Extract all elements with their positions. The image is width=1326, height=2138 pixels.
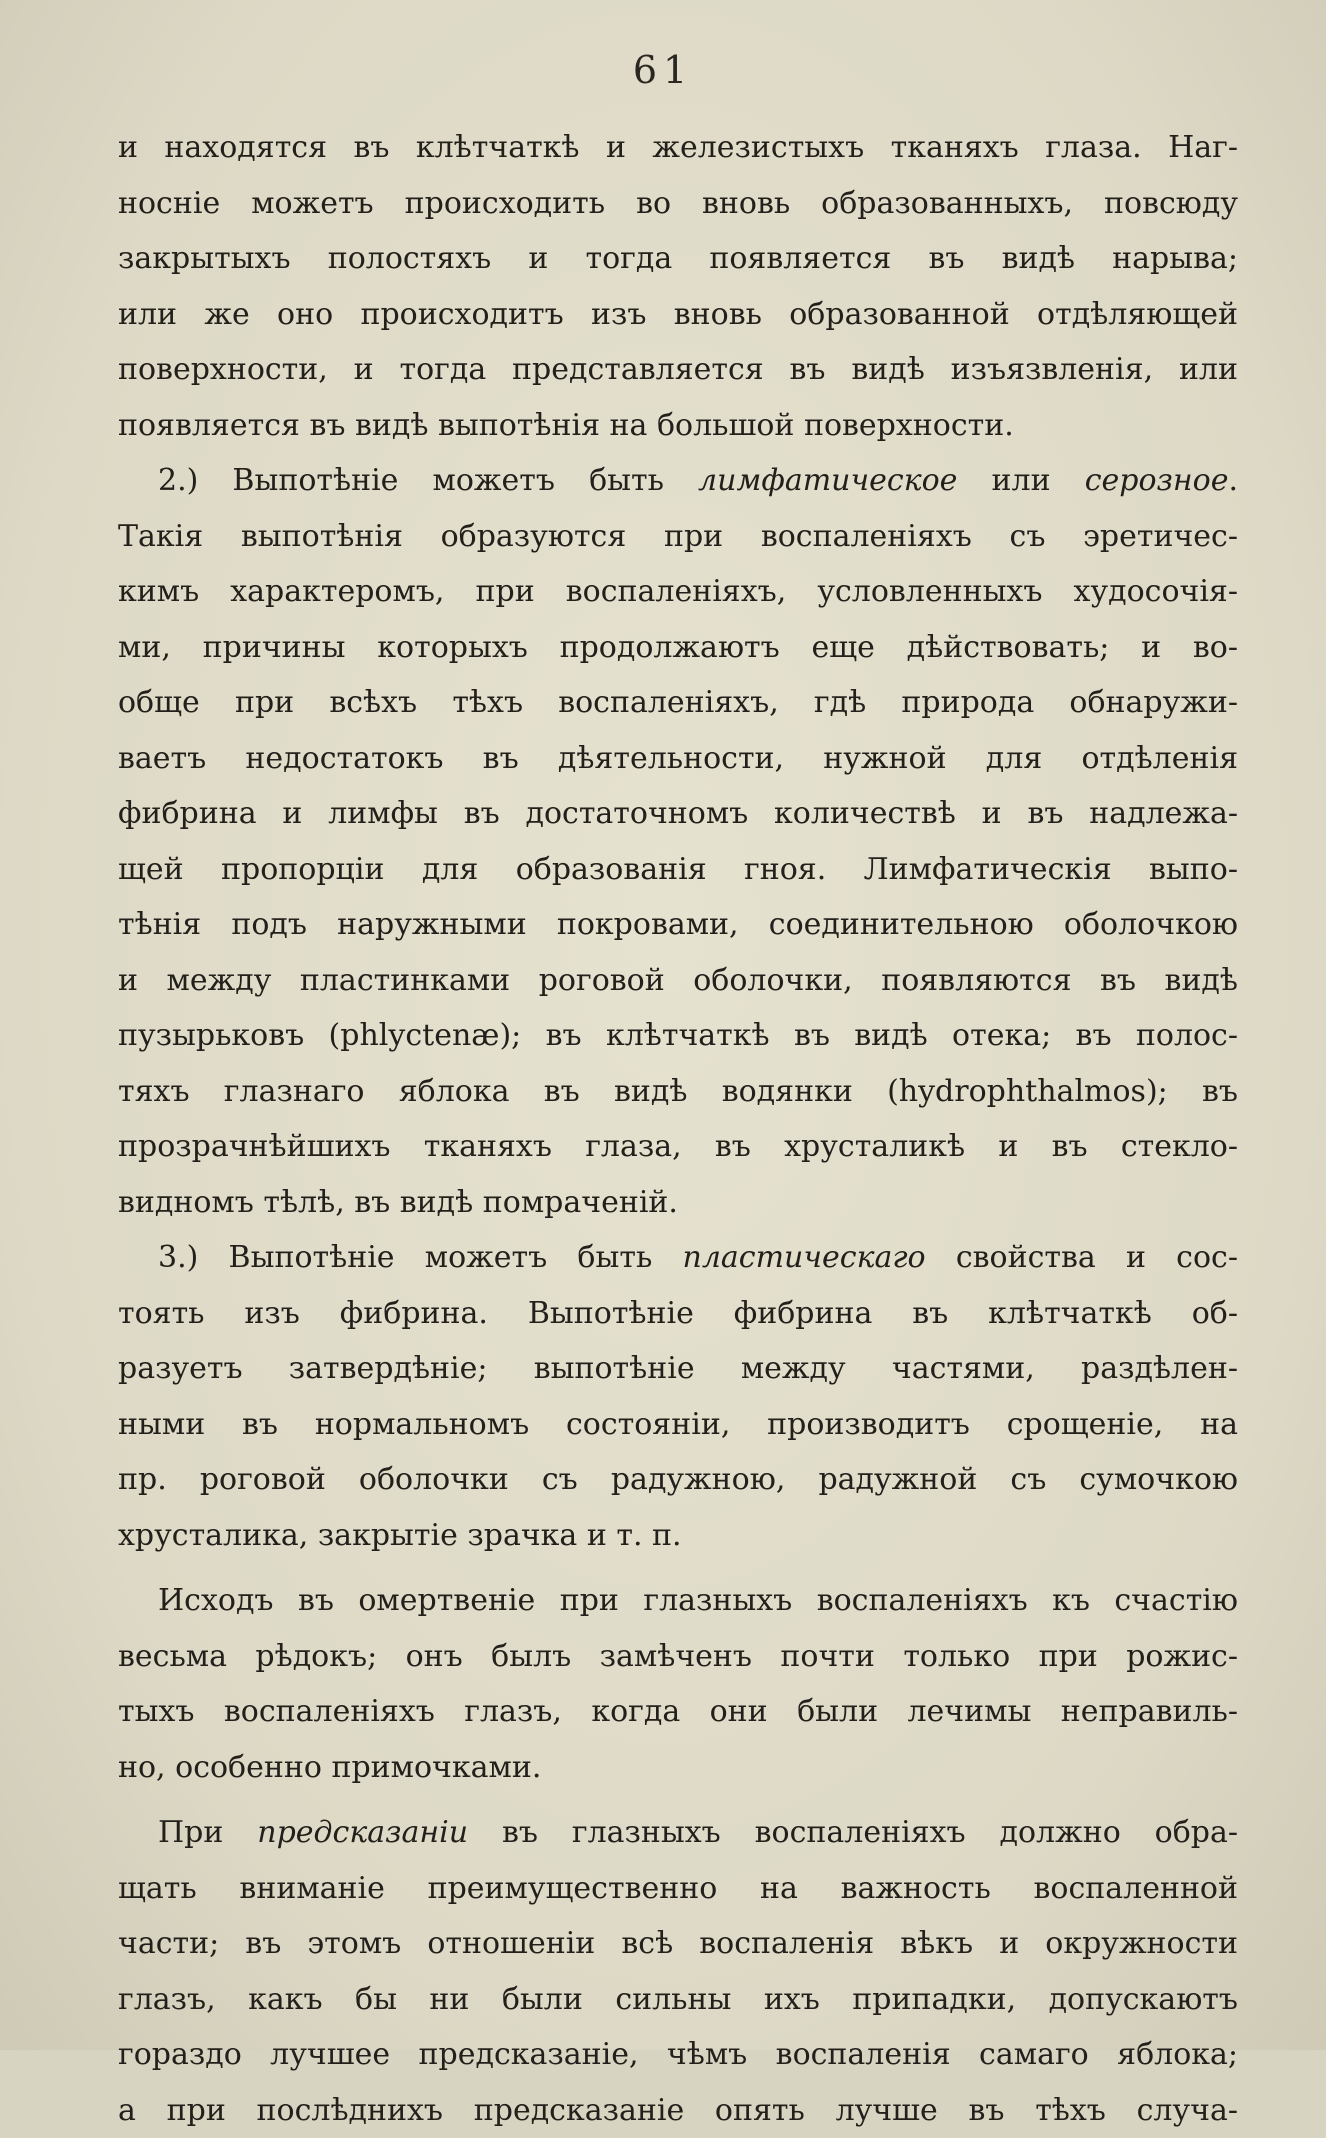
text-span: 2.) Выпотѣніе можетъ быть xyxy=(158,463,698,498)
text-line: части; въ этомъ отношеніи всѣ воспаленія вѣкъ и окружности xyxy=(118,1916,1238,1972)
emphasized-term: предсказаніи xyxy=(257,1815,468,1850)
text-line: ными въ нормальномъ состояніи, производитъ срощеніе, на xyxy=(118,1397,1238,1453)
text-line: видномъ тѣлѣ, въ видѣ помраченій. xyxy=(118,1175,1238,1231)
text-line: ваетъ недостатокъ въ дѣятельности, нужной для отдѣленія xyxy=(118,731,1238,787)
text-line: разуетъ затвердѣніе; выпотѣніе между частями, раздѣлен- xyxy=(118,1341,1238,1397)
text-span: При xyxy=(158,1815,257,1850)
text-line: прозрачнѣйшихъ тканяхъ глаза, въ хрусталикѣ и въ стекло- xyxy=(118,1119,1238,1175)
text-line: хрусталика, закрытіе зрачка и т. п. xyxy=(118,1508,1238,1564)
text-line: закрытыхъ полостяхъ и тогда появляется въ видѣ нарыва; xyxy=(118,231,1238,287)
text-line: обще при всѣхъ тѣхъ воспаленіяхъ, гдѣ природа обнаружи- xyxy=(118,675,1238,731)
text-line: кимъ характеромъ, при воспаленіяхъ, условленныхъ худосочія- xyxy=(118,564,1238,620)
text-line: гораздо лучшее предсказаніе, чѣмъ воспаленія самаго яблока; xyxy=(118,2027,1238,2083)
text-line xyxy=(118,453,1238,509)
emphasized-term: пластическаго xyxy=(683,1240,926,1275)
text-line: щать вниманіе преимущественно на важность воспаленной xyxy=(118,1861,1238,1917)
text-line xyxy=(118,1230,1238,1286)
text-span: свойства и сос- xyxy=(926,1240,1238,1275)
body-text xyxy=(118,120,1238,2138)
text-line: но, особенно примочками. xyxy=(118,1740,1238,1796)
text-line: тоять изъ фибрина. Выпотѣніе фибрина въ клѣтчаткѣ об- xyxy=(118,1286,1238,1342)
text-line: тѣнія подъ наружными покровами, соединительною оболочкою xyxy=(118,897,1238,953)
text-line: тяхъ глазнаго яблока въ видѣ водянки (hydrophthalmos); въ xyxy=(118,1064,1238,1120)
paragraph-gap xyxy=(118,1795,1238,1805)
text-line: пузырьковъ (phlyctenæ); въ клѣтчаткѣ въ видѣ отека; въ полос- xyxy=(118,1008,1238,1064)
text-span: или xyxy=(957,463,1084,498)
text-span: 3.) Выпотѣніе можетъ быть xyxy=(158,1240,683,1275)
text-line: пр. роговой оболочки съ радужною, радужной съ сумочкою xyxy=(118,1452,1238,1508)
paragraph-gap xyxy=(118,1563,1238,1573)
text-line xyxy=(118,1805,1238,1861)
text-line: носніе можетъ происходить во вновь образованныхъ, повсюду xyxy=(118,176,1238,232)
text-line: и находятся въ клѣтчаткѣ и железистыхъ тканяхъ глаза. Наг- xyxy=(118,120,1238,176)
text-line: щей пропорціи для образованія гноя. Лимфатическія выпо- xyxy=(118,842,1238,898)
emphasized-term: серозное xyxy=(1085,463,1229,498)
text-line: весьма рѣдокъ; онъ былъ замѣченъ почти только при рожис- xyxy=(118,1629,1238,1685)
text-line: Такія выпотѣнія образуются при воспаленіяхъ съ эретичес- xyxy=(118,509,1238,565)
text-line: ми, причины которыхъ продолжаютъ еще дѣйствовать; и во- xyxy=(118,620,1238,676)
text-line: фибрина и лимфы въ достаточномъ количествѣ и въ надлежа- xyxy=(118,786,1238,842)
text-line: поверхности, и тогда представляется въ видѣ изъязвленія, или xyxy=(118,342,1238,398)
text-line: тыхъ воспаленіяхъ глазъ, когда они были лечимы неправиль- xyxy=(118,1684,1238,1740)
text-line: глазъ, какъ бы ни были сильны ихъ припадки, допускаютъ xyxy=(118,1972,1238,2028)
text-span: . xyxy=(1228,463,1238,498)
text-span: въ глазныхъ воспаленіяхъ должно обра- xyxy=(468,1815,1238,1850)
emphasized-term: лимфатическое xyxy=(698,463,957,498)
text-line: появляется въ видѣ выпотѣнія на большой поверхности. xyxy=(118,398,1238,454)
text-line: Исходъ въ омертвеніе при глазныхъ воспаленіяхъ къ счастію xyxy=(118,1573,1238,1629)
text-line: а при послѣднихъ предсказаніе опять лучше въ тѣхъ случа- xyxy=(118,2083,1238,2138)
text-line: или же оно происходитъ изъ вновь образованной отдѣляющей xyxy=(118,287,1238,343)
text-line: и между пластинками роговой оболочки, появляются въ видѣ xyxy=(118,953,1238,1009)
page-number: 61 xyxy=(0,48,1326,92)
